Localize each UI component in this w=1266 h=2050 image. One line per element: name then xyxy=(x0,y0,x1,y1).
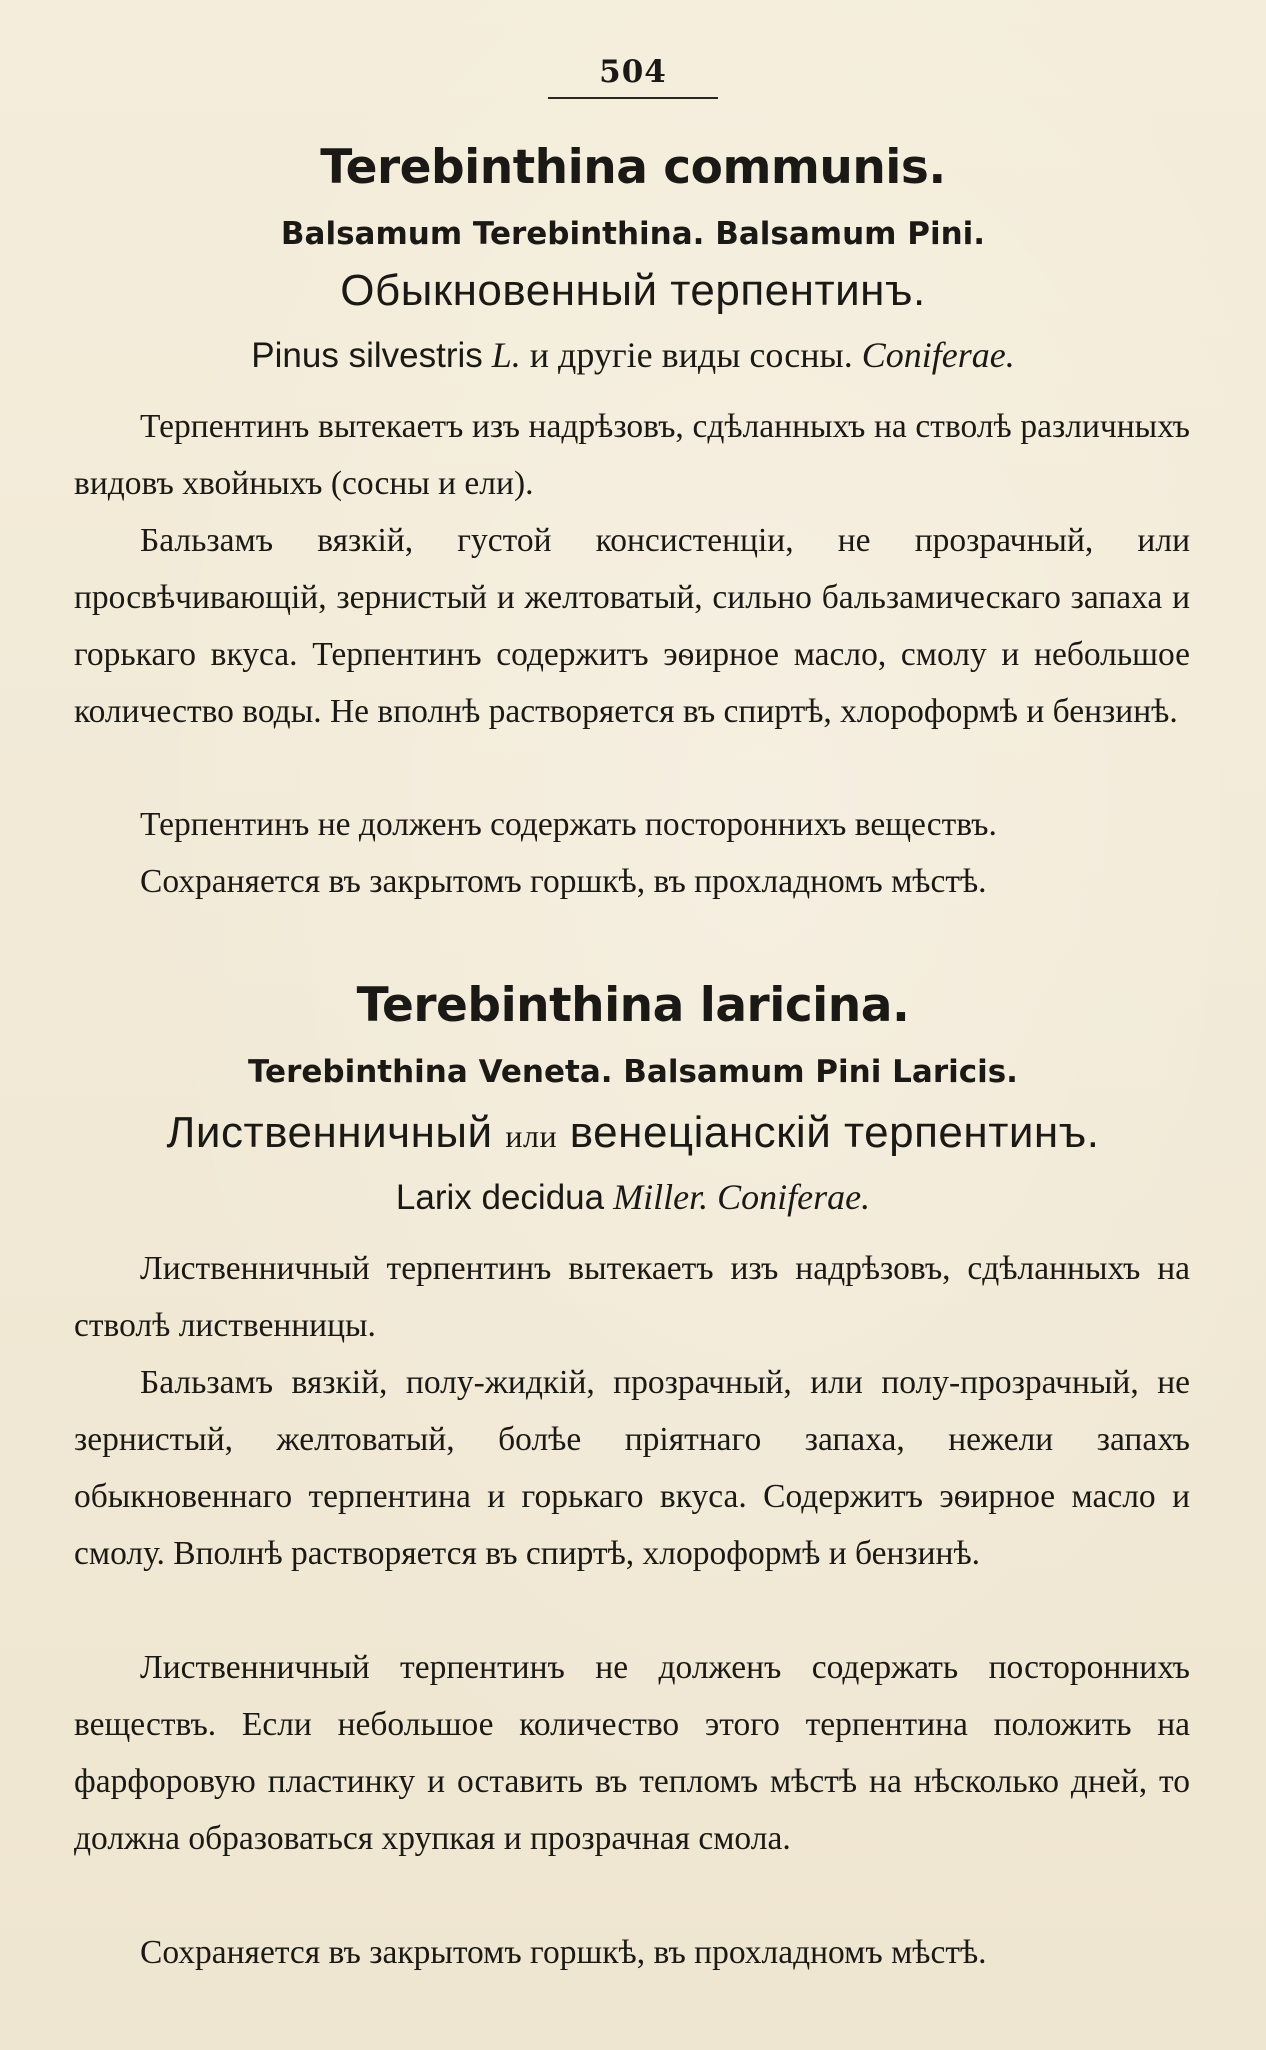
section1-russian-name: Обыкновенный терпентинъ. xyxy=(340,266,926,315)
section1-paragraph-2: Бальзамъ вязкій, густой консистенціи, не прозрачный, или просвѣчивающій, зернистый и желтоватый, сильно бальзамическаго запаха и горькаго вкуса. Терпентинъ содержитъ эѳирное масло, смолу и небольшое количество воды. Не вполнѣ растворяется въ спиртѣ, хлороформѣ и бензинѣ. xyxy=(74,522,1190,730)
section2-paragraph-3: Лиственничный терпентинъ не долженъ содержать постороннихъ веществъ. Если небольшое количество этого терпентина положить на фарфоровую пластинку и оставить въ тепломъ мѣстѣ на нѣсколько дней, то должна образоваться хрупкая и прозрачная смола. xyxy=(74,1649,1190,1857)
section1-source-author: L. xyxy=(491,335,521,375)
section2-source xyxy=(0,1176,1266,1218)
section1-title: Terebinthina communis. xyxy=(320,140,946,195)
section2-paragraph-2: Бальзамъ вязкій, полу-жидкій, прозрачный, или полу-прозрачный, не зернистый, желтоватый, болѣе пріятнаго запаха, нежели запахъ обыкновеннаго терпентина и горькаго вкуса. Содержитъ эѳирное масло и смолу. Вполнѣ растворяется въ спиртѣ, хлороформѣ и бензинѣ. xyxy=(74,1364,1190,1572)
page-number: 504 xyxy=(599,54,667,90)
section2-russian-name-conj: или xyxy=(505,1118,558,1154)
page-number-rule xyxy=(548,97,718,99)
section2-source-family: Coniferae. xyxy=(717,1177,871,1217)
section2-source-genus: Larix decidua xyxy=(395,1178,605,1217)
section2-source-author: Miller. xyxy=(613,1177,709,1217)
section1-source-genus: Pinus silvestris xyxy=(251,336,483,375)
section2-paragraph-1: Лиственничный терпентинъ вытекаетъ изъ надрѣзовъ, сдѣланныхъ на стволѣ лиственницы. xyxy=(74,1250,1190,1344)
section1-source-rest: и другіе виды сосны. xyxy=(529,335,853,375)
section2-paragraph-4: Сохраняется въ закрытомъ горшкѣ, въ прохладномъ мѣстѣ. xyxy=(140,1934,987,1971)
section2-russian-name-part1: Лиственничный xyxy=(166,1108,493,1157)
section2-title: Terebinthina laricina. xyxy=(356,978,910,1033)
section2-russian-name xyxy=(0,1108,1266,1158)
section2-subtitle: Terebinthina Veneta. Balsamum Pini Laricis. xyxy=(248,1054,1018,1090)
section1-source-family: Coniferae. xyxy=(861,335,1015,375)
section1-paragraph-4: Сохраняется въ закрытомъ горшкѣ, въ прохладномъ мѣстѣ. xyxy=(140,863,987,900)
section1-paragraph-3: Терпентинъ не долженъ содержать постороннихъ веществъ. xyxy=(140,806,997,843)
section1-subtitle: Balsamum Terebinthina. Balsamum Pini. xyxy=(280,216,986,252)
section1-paragraph-1: Терпентинъ вытекаетъ изъ надрѣзовъ, сдѣланныхъ на стволѣ различныхъ видовъ хвойныхъ (сосны и ели). xyxy=(74,408,1190,502)
section2-russian-name-part2: венеціанскій терпентинъ. xyxy=(569,1108,1100,1157)
section1-source xyxy=(0,334,1266,376)
